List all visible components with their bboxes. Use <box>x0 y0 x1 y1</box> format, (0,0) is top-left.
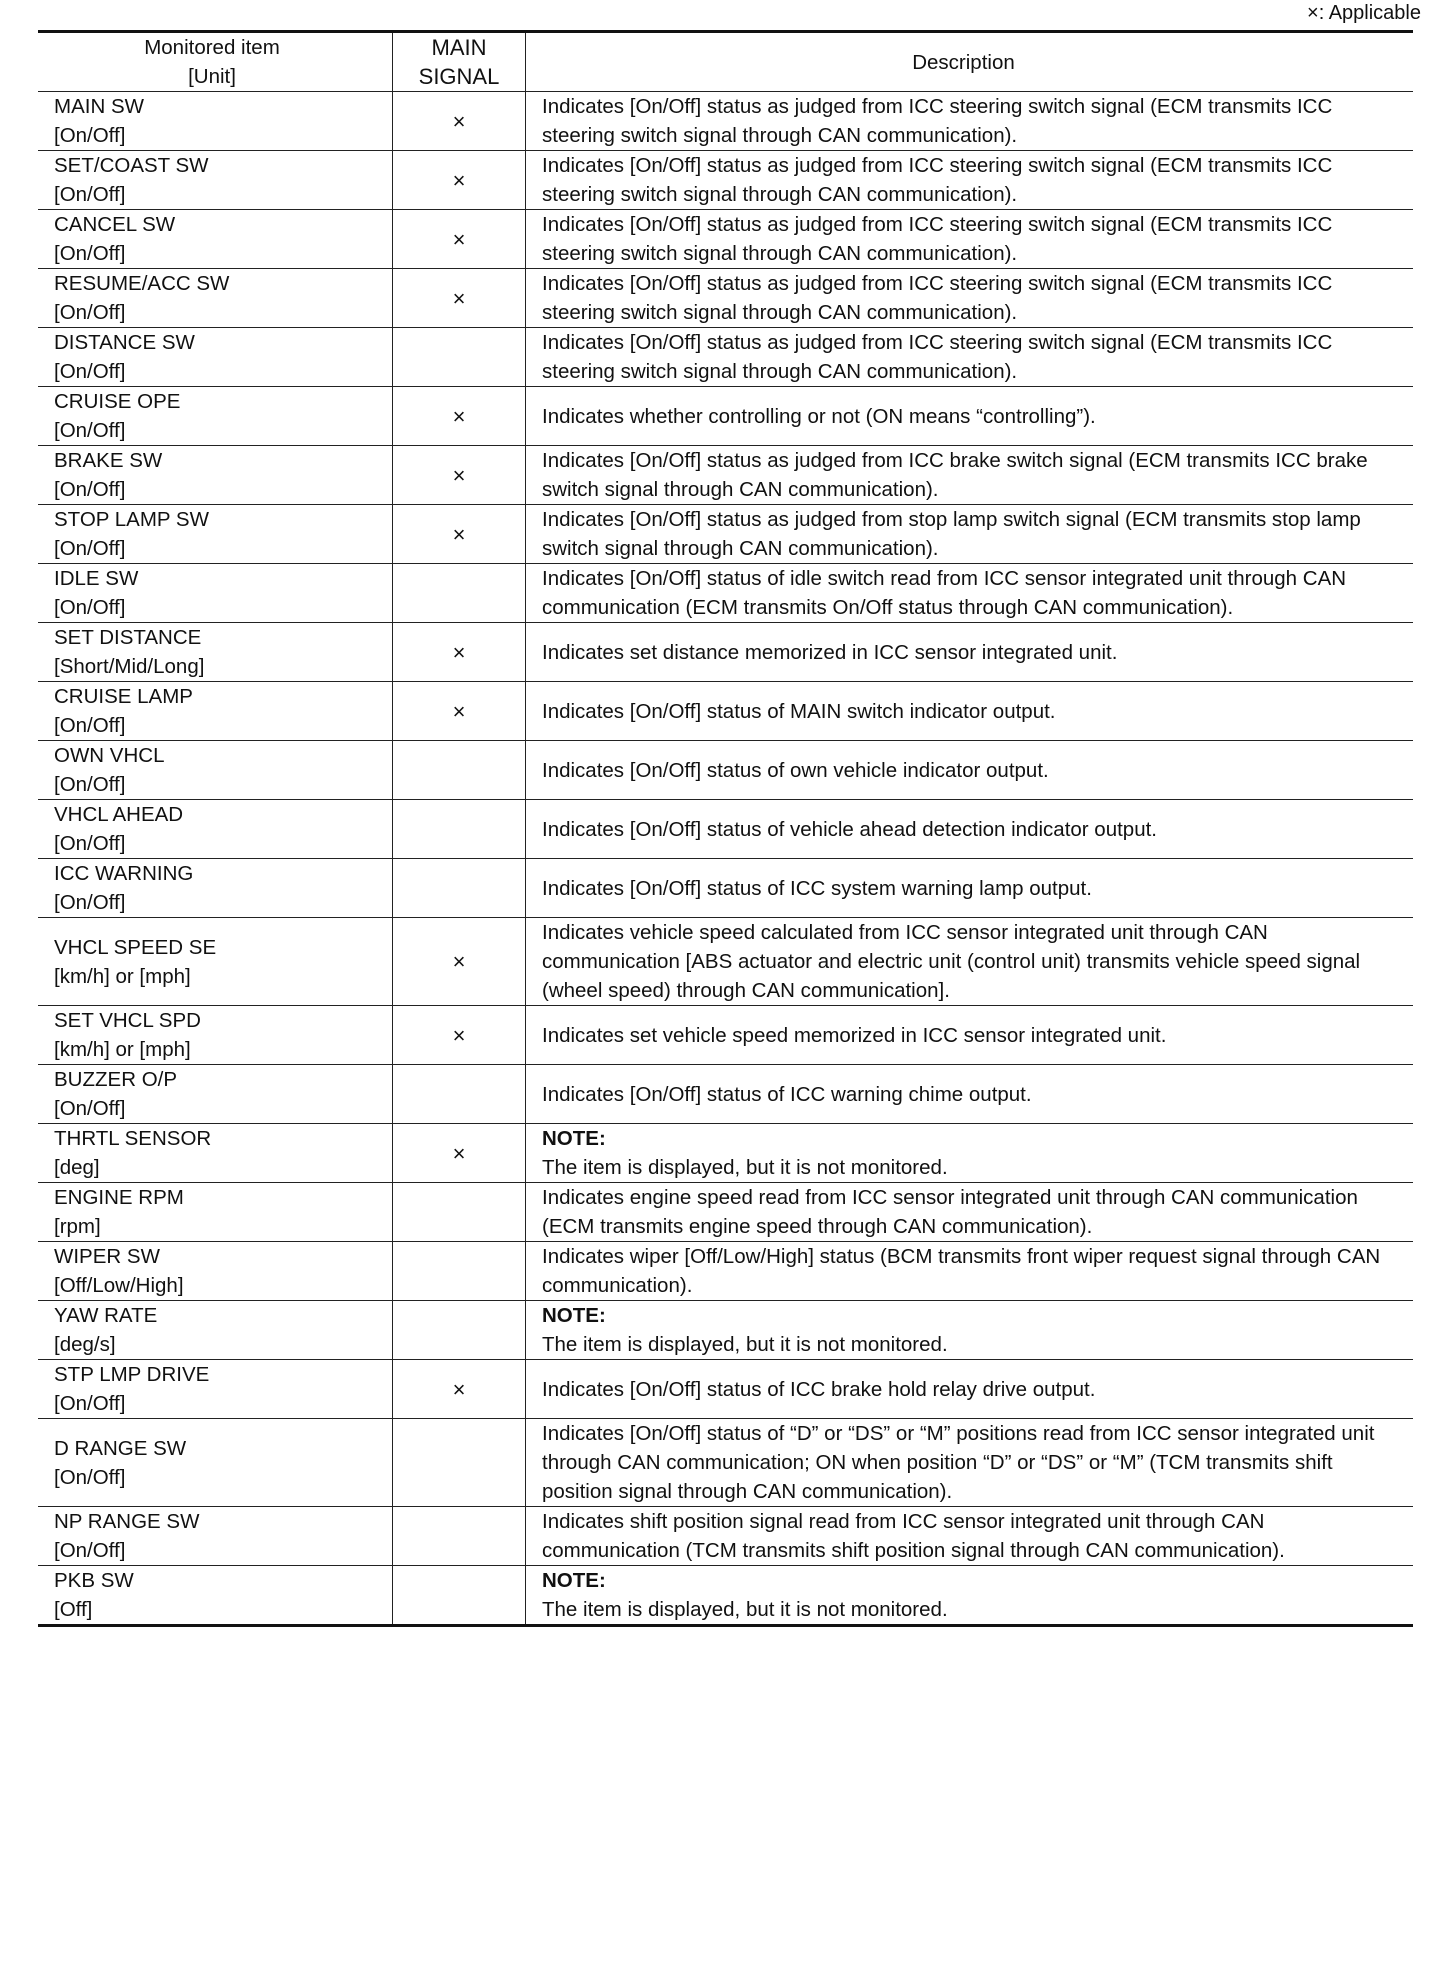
header-monitored-item: Monitored item [Unit] <box>38 32 393 92</box>
table-row <box>38 859 1413 918</box>
main-signal-cell: × <box>393 1006 526 1065</box>
description-text: Indicates [On/Off] status of vehicle ahead detection indicator output. <box>542 817 1157 841</box>
note-label: NOTE: <box>542 1569 606 1592</box>
description-cell <box>526 1242 1414 1301</box>
description-text: Indicates set vehicle speed memorized in ICC sensor integrated unit. <box>542 1023 1167 1047</box>
note-label: NOTE: <box>542 1127 606 1150</box>
description-text: The item is displayed, but it is not monitored. <box>542 1598 948 1621</box>
table-row <box>38 210 1413 269</box>
monitored-items-table <box>38 30 1413 1627</box>
description-cell <box>526 210 1414 269</box>
main-signal-cell <box>393 859 526 918</box>
description-text: Indicates wiper [Off/Low/High] status (BCM transmits front wiper request signal through CAN communication). <box>542 1245 1381 1297</box>
table-row <box>38 1006 1413 1065</box>
description-cell <box>526 564 1414 623</box>
description-cell <box>526 1566 1414 1626</box>
item-unit: [On/Off] <box>54 891 126 914</box>
note-label: NOTE: <box>542 1304 606 1327</box>
monitored-item-cell <box>38 151 393 210</box>
main-signal-cell: × <box>393 918 526 1006</box>
table-row <box>38 1124 1413 1183</box>
monitored-item-cell <box>38 564 393 623</box>
table-row <box>38 741 1413 800</box>
description-text: Indicates shift position signal read from ICC sensor integrated unit through CAN communication (TCM transmits shift position signal through CAN communication). <box>542 1510 1285 1562</box>
main-signal-cell <box>393 1419 526 1507</box>
item-unit: [On/Off] <box>54 183 126 206</box>
description-cell <box>526 1183 1414 1242</box>
item-name: IDLE SW <box>54 567 139 590</box>
description-text: The item is displayed, but it is not monitored. <box>542 1156 948 1179</box>
item-unit: [km/h] or [mph] <box>54 1038 191 1061</box>
monitored-item-cell <box>38 1507 393 1566</box>
item-name: VHCL AHEAD <box>54 803 184 826</box>
description-cell <box>526 859 1414 918</box>
main-signal-cell: × <box>393 446 526 505</box>
item-unit: [Off/Low/High] <box>54 1274 184 1297</box>
description-cell <box>526 505 1414 564</box>
monitored-item-cell <box>38 1242 393 1301</box>
item-unit: [deg/s] <box>54 1333 116 1356</box>
description-text: Indicates set distance memorized in ICC sensor integrated unit. <box>542 640 1118 664</box>
monitored-item-cell <box>38 1566 393 1626</box>
item-unit: [On/Off] <box>54 242 126 265</box>
main-signal-cell <box>393 1183 526 1242</box>
main-signal-cell <box>393 800 526 859</box>
description-text: Indicates [On/Off] status of ICC system warning lamp output. <box>542 876 1092 900</box>
item-name: SET/COAST SW <box>54 154 209 177</box>
main-signal-cell <box>393 1507 526 1566</box>
main-signal-cell <box>393 1566 526 1626</box>
description-cell <box>526 1006 1414 1065</box>
description-text: Indicates [On/Off] status as judged from ICC steering switch signal (ECM transmits ICC steering switch signal through CAN communication). <box>542 331 1333 383</box>
description-text: Indicates [On/Off] status of own vehicle indicator output. <box>542 758 1049 782</box>
item-unit: [deg] <box>54 1156 100 1179</box>
monitored-item-cell <box>38 387 393 446</box>
description-text: Indicates [On/Off] status as judged from stop lamp switch signal (ECM transmits stop lamp switch signal through CAN communication). <box>542 508 1361 560</box>
main-signal-cell: × <box>393 1124 526 1183</box>
item-unit: [On/Off] <box>54 124 126 147</box>
description-text: Indicates engine speed read from ICC sensor integrated unit through CAN communication (ECM transmits engine speed through CAN communication). <box>542 1186 1358 1238</box>
main-signal-cell: × <box>393 1360 526 1419</box>
table-row <box>38 1242 1413 1301</box>
table-row <box>38 328 1413 387</box>
monitored-item-cell <box>38 682 393 741</box>
item-name: THRTL SENSOR <box>54 1127 212 1150</box>
table-row <box>38 151 1413 210</box>
item-name: SET DISTANCE <box>54 626 202 649</box>
main-signal-cell: × <box>393 387 526 446</box>
monitored-item-cell <box>38 800 393 859</box>
item-unit: [On/Off] <box>54 1392 126 1415</box>
monitored-item-cell <box>38 741 393 800</box>
description-text: The item is displayed, but it is not monitored. <box>542 1333 948 1356</box>
table-row <box>38 1301 1413 1360</box>
description-cell <box>526 1124 1414 1183</box>
main-signal-cell: × <box>393 505 526 564</box>
main-signal-cell <box>393 1065 526 1124</box>
table-row <box>38 446 1413 505</box>
item-unit: [On/Off] <box>54 360 126 383</box>
description-cell <box>526 92 1414 151</box>
item-unit: [On/Off] <box>54 714 126 737</box>
main-signal-cell <box>393 1242 526 1301</box>
description-text: Indicates [On/Off] status as judged from ICC steering switch signal (ECM transmits ICC steering switch signal through CAN communication). <box>542 213 1333 265</box>
main-signal-cell: × <box>393 682 526 741</box>
monitored-item-cell <box>38 1006 393 1065</box>
description-text: Indicates [On/Off] status of “D” or “DS” or “M” positions read from ICC sensor integrated unit through CAN communication; ON when position “D” or “DS” or “M” (TCM transmits shift position signal through CAN communication). <box>542 1422 1375 1503</box>
item-name: CRUISE OPE <box>54 390 181 413</box>
description-cell <box>526 682 1414 741</box>
item-name: ENGINE RPM <box>54 1186 184 1209</box>
description-cell <box>526 151 1414 210</box>
monitored-item-cell <box>38 918 393 1006</box>
item-name: RESUME/ACC SW <box>54 272 230 295</box>
table-row <box>38 564 1413 623</box>
table-row <box>38 1360 1413 1419</box>
main-signal-cell <box>393 741 526 800</box>
item-unit: [km/h] or [mph] <box>54 964 191 988</box>
description-cell <box>526 1301 1414 1360</box>
description-cell <box>526 328 1414 387</box>
main-signal-cell: × <box>393 151 526 210</box>
item-name: ICC WARNING <box>54 862 194 885</box>
description-text: Indicates [On/Off] status of ICC brake hold relay drive output. <box>542 1377 1096 1401</box>
main-signal-cell: × <box>393 269 526 328</box>
description-text: Indicates [On/Off] status of idle switch read from ICC sensor integrated unit through CAN communication (ECM transmits On/Off status through CAN communication). <box>542 567 1347 619</box>
item-name: PKB SW <box>54 1569 134 1592</box>
description-cell <box>526 269 1414 328</box>
description-cell <box>526 1065 1414 1124</box>
monitored-item-cell <box>38 1183 393 1242</box>
table-row <box>38 269 1413 328</box>
description-cell <box>526 918 1414 1006</box>
item-unit: [rpm] <box>54 1215 101 1238</box>
table-row <box>38 505 1413 564</box>
description-text: Indicates vehicle speed calculated from ICC sensor integrated unit through CAN communication [ABS actuator and electric unit (control unit) transmits vehicle speed signal (wheel speed) through CAN communication]. <box>542 921 1361 1002</box>
table-row <box>38 623 1413 682</box>
main-signal-cell: × <box>393 92 526 151</box>
item-name: MAIN SW <box>54 95 144 118</box>
monitored-item-cell <box>38 328 393 387</box>
item-unit: [On/Off] <box>54 478 126 501</box>
monitored-item-cell <box>38 859 393 918</box>
description-text: Indicates [On/Off] status as judged from ICC steering switch signal (ECM transmits ICC steering switch signal through CAN communication). <box>542 154 1333 206</box>
description-text: Indicates [On/Off] status of MAIN switch indicator output. <box>542 699 1056 723</box>
description-cell <box>526 1507 1414 1566</box>
main-signal-cell: × <box>393 210 526 269</box>
monitored-item-cell <box>38 210 393 269</box>
description-cell <box>526 1419 1414 1507</box>
header-description: Description <box>526 32 1414 92</box>
monitored-item-cell <box>38 446 393 505</box>
item-name: VHCL SPEED SE <box>54 935 217 959</box>
monitored-item-cell <box>38 269 393 328</box>
description-cell <box>526 623 1414 682</box>
table-row <box>38 682 1413 741</box>
description-text: Indicates [On/Off] status as judged from ICC brake switch signal (ECM transmits ICC brake switch signal through CAN communication). <box>542 449 1368 501</box>
description-cell <box>526 387 1414 446</box>
applicable-legend: ×: Applicable <box>1307 2 1421 24</box>
item-name: BUZZER O/P <box>54 1068 178 1091</box>
item-name: SET VHCL SPD <box>54 1009 201 1032</box>
item-unit: [On/Off] <box>54 537 126 560</box>
monitored-item-cell <box>38 1360 393 1419</box>
table-row <box>38 1566 1413 1626</box>
table-header-row <box>38 32 1413 92</box>
item-name: D RANGE SW <box>54 1436 187 1460</box>
item-name: CRUISE LAMP <box>54 685 193 708</box>
item-unit: [On/Off] <box>54 596 126 619</box>
table-row <box>38 918 1413 1006</box>
table-row <box>38 1507 1413 1566</box>
item-unit: [On/Off] <box>54 1097 126 1120</box>
table-row <box>38 800 1413 859</box>
monitored-item-cell <box>38 1124 393 1183</box>
main-signal-cell <box>393 564 526 623</box>
item-name: DISTANCE SW <box>54 331 195 354</box>
table-row <box>38 1419 1413 1507</box>
description-cell <box>526 1360 1414 1419</box>
table-row <box>38 1065 1413 1124</box>
description-cell <box>526 741 1414 800</box>
item-unit: [Short/Mid/Long] <box>54 655 205 678</box>
main-signal-cell: × <box>393 623 526 682</box>
table-row <box>38 92 1413 151</box>
item-name: OWN VHCL <box>54 744 165 767</box>
description-cell <box>526 446 1414 505</box>
item-name: WIPER SW <box>54 1245 160 1268</box>
description-text: Indicates [On/Off] status as judged from ICC steering switch signal (ECM transmits ICC steering switch signal through CAN communication). <box>542 95 1333 147</box>
item-unit: [On/Off] <box>54 1539 126 1562</box>
item-name: STP LMP DRIVE <box>54 1363 210 1386</box>
item-unit: [On/Off] <box>54 1465 126 1489</box>
item-name: NP RANGE SW <box>54 1510 200 1533</box>
monitored-item-cell <box>38 505 393 564</box>
item-unit: [Off] <box>54 1598 93 1621</box>
monitored-item-cell <box>38 623 393 682</box>
item-name: STOP LAMP SW <box>54 508 209 531</box>
description-text: Indicates whether controlling or not (ON means “controlling”). <box>542 404 1096 428</box>
monitored-item-cell <box>38 1065 393 1124</box>
description-text: Indicates [On/Off] status of ICC warning chime output. <box>542 1082 1032 1106</box>
item-name: YAW RATE <box>54 1304 158 1327</box>
monitored-item-cell <box>38 1301 393 1360</box>
main-signal-cell <box>393 1301 526 1360</box>
item-unit: [On/Off] <box>54 832 126 855</box>
main-signal-cell <box>393 328 526 387</box>
description-text: Indicates [On/Off] status as judged from ICC steering switch signal (ECM transmits ICC steering switch signal through CAN communication). <box>542 272 1333 324</box>
table-row <box>38 1183 1413 1242</box>
table-row <box>38 387 1413 446</box>
description-cell <box>526 800 1414 859</box>
monitored-item-cell <box>38 1419 393 1507</box>
item-unit: [On/Off] <box>54 301 126 324</box>
monitored-item-cell <box>38 92 393 151</box>
item-name: BRAKE SW <box>54 449 163 472</box>
item-name: CANCEL SW <box>54 213 176 236</box>
item-unit: [On/Off] <box>54 419 126 442</box>
header-main-signal: MAIN SIGNAL <box>393 32 526 92</box>
item-unit: [On/Off] <box>54 773 126 796</box>
